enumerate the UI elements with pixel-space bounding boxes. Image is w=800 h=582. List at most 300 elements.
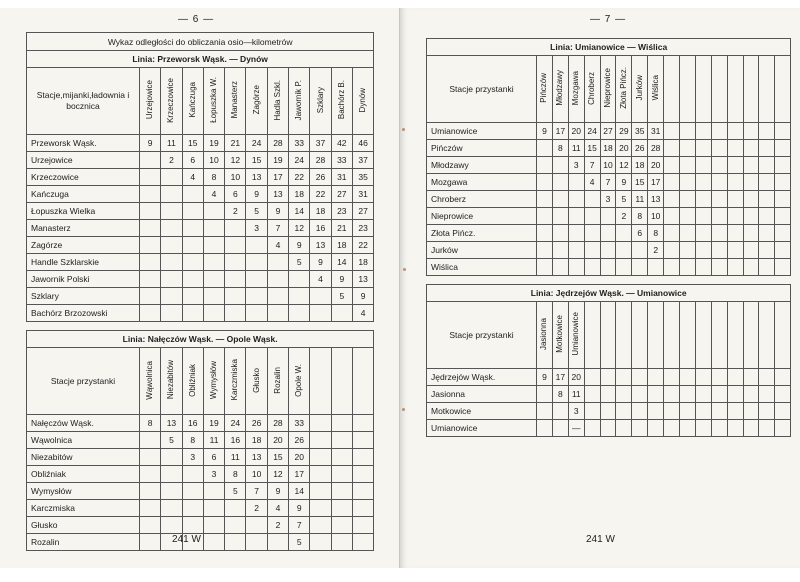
line-name: Linia: Jędrzejów Wąsk. — Umianowice (427, 285, 791, 302)
distance-cell (680, 191, 696, 208)
station-name: Niezabitów (27, 449, 140, 466)
distance-cell (352, 534, 373, 551)
distance-cell (584, 403, 600, 420)
distance-cell (664, 225, 680, 242)
station-name: Szklary (27, 288, 140, 305)
table-row (27, 500, 374, 517)
distance-cell: 20 (267, 432, 288, 449)
distance-cell (616, 242, 632, 259)
right-page (400, 8, 800, 568)
distance-cell: 24 (584, 123, 600, 140)
distance-cell: 5 (616, 191, 632, 208)
distance-cell: 17 (267, 169, 288, 186)
distance-cell (246, 271, 267, 288)
distance-cell (310, 415, 331, 432)
distance-cell (161, 483, 182, 500)
distance-cell (775, 403, 791, 420)
distance-cell: 10 (203, 152, 224, 169)
distance-cell: 37 (310, 135, 331, 152)
distance-cell: 9 (289, 237, 310, 254)
distance-cell (310, 500, 331, 517)
distance-cell (664, 208, 680, 225)
distance-cell (727, 157, 743, 174)
distance-cell (743, 403, 759, 420)
distance-cell (775, 242, 791, 259)
distance-cell (743, 174, 759, 191)
distance-cell (161, 449, 182, 466)
distance-cell: 33 (289, 415, 310, 432)
distance-cell (225, 254, 246, 271)
distance-cell (161, 254, 182, 271)
station-name: Pińczów (427, 140, 537, 157)
station-column-label: Dynów (358, 87, 368, 113)
station-column-header (616, 302, 632, 369)
distance-cell (775, 259, 791, 276)
distance-cell (680, 242, 696, 259)
station-column-header (537, 56, 553, 123)
distance-cell (711, 157, 727, 174)
distance-cell: 8 (632, 208, 648, 225)
distance-cell (648, 420, 664, 437)
section-gap (27, 322, 374, 331)
distance-cell (537, 259, 553, 276)
station-column-header (568, 56, 584, 123)
station-column-header (161, 348, 182, 415)
distance-cell (616, 369, 632, 386)
distance-cell: 4 (267, 237, 288, 254)
distance-cell: 9 (140, 135, 161, 152)
station-name: Łopuszka Wielka (27, 203, 140, 220)
distance-cell (711, 174, 727, 191)
page-footer: 241 W (172, 534, 201, 545)
distance-cell (225, 271, 246, 288)
distance-cell (680, 420, 696, 437)
table-row (27, 288, 374, 305)
station-column-header (648, 302, 664, 369)
distance-cell (743, 123, 759, 140)
station-column-header (600, 302, 616, 369)
station-column-label: Karczmiska (230, 359, 240, 401)
distance-cell (711, 225, 727, 242)
station-column-header (743, 56, 759, 123)
distance-cell (331, 449, 352, 466)
distance-cell (727, 225, 743, 242)
distance-cell: 24 (225, 415, 246, 432)
distance-cell: 13 (161, 415, 182, 432)
table-row (27, 186, 374, 203)
table-title-row (27, 33, 374, 51)
distance-cell: 24 (246, 135, 267, 152)
distance-cell (711, 191, 727, 208)
distance-cell: 12 (225, 152, 246, 169)
station-name: Głusko (27, 517, 140, 534)
distance-cell (289, 305, 310, 322)
line-name-row (427, 39, 791, 56)
page-footer: 241 W (586, 534, 615, 545)
station-header-row (27, 348, 374, 415)
distance-cell: 7 (246, 483, 267, 500)
station-column-header (352, 348, 373, 415)
distance-cell: 20 (568, 123, 584, 140)
distance-cell: 17 (289, 466, 310, 483)
station-column-label: Manasterz (230, 81, 240, 119)
distance-cell (267, 305, 288, 322)
station-column-label: Hadla Szkl. (272, 79, 282, 121)
distance-cell (695, 157, 711, 174)
table-row (27, 271, 374, 288)
distance-cell: 4 (182, 169, 203, 186)
table-row (27, 466, 374, 483)
distance-cell (352, 449, 373, 466)
distance-cell (680, 174, 696, 191)
distance-cell: 5 (289, 254, 310, 271)
distance-cell (161, 271, 182, 288)
station-column-header (182, 348, 203, 415)
distance-cell (182, 271, 203, 288)
distance-cell (267, 534, 288, 551)
distance-cell (743, 225, 759, 242)
stain (402, 128, 405, 131)
station-column-header (331, 68, 352, 135)
distance-cell: 9 (537, 123, 553, 140)
distance-cell (310, 483, 331, 500)
distance-cell (759, 369, 775, 386)
distance-cell (743, 140, 759, 157)
table-row (427, 403, 791, 420)
distance-cell (352, 500, 373, 517)
distance-cell: 5 (246, 203, 267, 220)
station-column-header (584, 302, 600, 369)
distance-cell (331, 466, 352, 483)
distance-cell (664, 386, 680, 403)
distance-cell (552, 242, 568, 259)
distance-cell: 33 (331, 152, 352, 169)
distance-cell: 26 (289, 432, 310, 449)
table-row (427, 369, 791, 386)
station-name: Młodzawy (427, 157, 537, 174)
station-name: Mozgawa (427, 174, 537, 191)
distance-cell (537, 208, 553, 225)
line-name-row (27, 331, 374, 348)
station-name: Umianowice (427, 420, 537, 437)
distance-cell: 4 (203, 186, 224, 203)
distance-cell (182, 500, 203, 517)
distance-cell (743, 369, 759, 386)
distance-cell: 11 (225, 449, 246, 466)
station-column-label: Jawornik P. (294, 79, 304, 121)
distance-cell (352, 415, 373, 432)
distance-cell: 31 (331, 169, 352, 186)
station-column-header (632, 56, 648, 123)
distance-cell: 11 (203, 432, 224, 449)
line-name-row (427, 285, 791, 302)
distance-cell: 13 (246, 169, 267, 186)
station-header-row (27, 68, 374, 135)
distance-cell: 19 (267, 152, 288, 169)
distance-cell (727, 123, 743, 140)
distance-cell (584, 208, 600, 225)
station-column-header (203, 68, 224, 135)
distance-cell: 28 (267, 415, 288, 432)
distance-cell (140, 186, 161, 203)
distance-cell: 8 (648, 225, 664, 242)
distance-cell: 9 (352, 288, 373, 305)
distance-cell (664, 259, 680, 276)
distance-cell (759, 123, 775, 140)
distance-cell (225, 534, 246, 551)
distance-cell: 21 (331, 220, 352, 237)
distance-cell (775, 225, 791, 242)
distance-cell (759, 140, 775, 157)
station-column-label: Złota Pińcz. (618, 67, 628, 109)
station-column-label: Pińczów (539, 73, 549, 103)
distance-cell: 27 (331, 186, 352, 203)
distance-cell (711, 208, 727, 225)
distance-cell (140, 254, 161, 271)
distance-cell: 2 (267, 517, 288, 534)
distance-table-right (426, 38, 791, 437)
station-column-header (267, 348, 288, 415)
distance-cell (267, 288, 288, 305)
distance-cell (680, 369, 696, 386)
station-column-header (711, 56, 727, 123)
table-row (427, 242, 791, 259)
distance-cell (743, 242, 759, 259)
distance-cell (246, 254, 267, 271)
distance-cell (310, 466, 331, 483)
header-label: Stacje,mijanki,ładownia i bocznica (27, 68, 140, 135)
distance-cell: 20 (648, 157, 664, 174)
distance-cell: 4 (267, 500, 288, 517)
distance-cell (759, 403, 775, 420)
table-row (27, 203, 374, 220)
station-column-header (616, 56, 632, 123)
table-row (27, 483, 374, 500)
distance-cell: 9 (267, 483, 288, 500)
distance-cell: 22 (310, 186, 331, 203)
distance-cell (161, 500, 182, 517)
station-name: Manasterz (27, 220, 140, 237)
distance-cell: 9 (310, 254, 331, 271)
station-column-header (289, 348, 310, 415)
distance-cell (203, 534, 224, 551)
distance-cell (161, 466, 182, 483)
distance-cell (161, 186, 182, 203)
station-column-label: Wiślica (650, 75, 660, 101)
station-column-header (695, 56, 711, 123)
distance-cell (759, 259, 775, 276)
left-page (0, 8, 400, 568)
distance-cell: 7 (584, 157, 600, 174)
distance-cell (632, 369, 648, 386)
station-name: Przeworsk Wąsk. (27, 135, 140, 152)
distance-cell: 18 (632, 157, 648, 174)
distance-cell: 10 (600, 157, 616, 174)
distance-cell (331, 500, 352, 517)
distance-cell: 14 (331, 254, 352, 271)
station-column-label: Urzejowice (145, 80, 155, 120)
station-column-label: Zagórze (251, 85, 261, 115)
distance-cell (695, 123, 711, 140)
distance-cell (537, 420, 553, 437)
distance-cell (600, 420, 616, 437)
distance-cell: 11 (568, 386, 584, 403)
station-column-header (648, 56, 664, 123)
header-label: Stacje przystanki (27, 348, 140, 415)
distance-cell (140, 203, 161, 220)
distance-cell (616, 259, 632, 276)
station-name: Wymysłów (27, 483, 140, 500)
distance-cell: 23 (352, 220, 373, 237)
distance-cell: 15 (267, 449, 288, 466)
distance-cell (537, 403, 553, 420)
distance-cell (600, 208, 616, 225)
distance-cell (537, 225, 553, 242)
station-column-header (664, 56, 680, 123)
table-row (27, 169, 374, 186)
distance-cell: 15 (246, 152, 267, 169)
distance-cell (616, 225, 632, 242)
table-title: Wykaz odległości do obliczania osio—kilometrów (27, 33, 374, 51)
distance-cell: 10 (648, 208, 664, 225)
distance-cell: 8 (203, 169, 224, 186)
table-row (427, 157, 791, 174)
station-column-header (246, 68, 267, 135)
distance-cell: 16 (310, 220, 331, 237)
distance-cell: 22 (352, 237, 373, 254)
distance-cell (352, 432, 373, 449)
station-header-row (427, 56, 791, 123)
distance-cell: 14 (289, 203, 310, 220)
distance-cell (743, 420, 759, 437)
distance-cell (759, 242, 775, 259)
station-column-header (552, 56, 568, 123)
distance-cell: 31 (352, 186, 373, 203)
distance-cell: 6 (632, 225, 648, 242)
distance-cell (140, 483, 161, 500)
distance-cell (727, 242, 743, 259)
distance-cell (203, 305, 224, 322)
station-column-header (289, 68, 310, 135)
section-gap (427, 276, 791, 285)
line-name-row (27, 51, 374, 68)
distance-table-left (26, 32, 374, 551)
distance-cell (727, 174, 743, 191)
distance-cell (331, 432, 352, 449)
station-name: Jędrzejów Wąsk. (427, 369, 537, 386)
distance-cell: 9 (331, 271, 352, 288)
station-name: Obliźniak (27, 466, 140, 483)
distance-cell: 9 (267, 203, 288, 220)
distance-cell: 8 (140, 415, 161, 432)
distance-cell (600, 403, 616, 420)
distance-cell (203, 500, 224, 517)
distance-cell: 2 (161, 152, 182, 169)
distance-cell (225, 517, 246, 534)
distance-cell (664, 420, 680, 437)
distance-cell (552, 225, 568, 242)
station-column-header (775, 302, 791, 369)
distance-cell: 9 (537, 369, 553, 386)
distance-cell (584, 386, 600, 403)
distance-cell (648, 259, 664, 276)
distance-cell: 5 (225, 483, 246, 500)
station-name: Jurków (427, 242, 537, 259)
table-row (27, 220, 374, 237)
distance-cell (331, 517, 352, 534)
distance-cell (552, 420, 568, 437)
station-column-label: Umianowice (571, 312, 581, 356)
distance-cell (584, 259, 600, 276)
distance-cell: 26 (246, 415, 267, 432)
station-column-label: Wymysłów (209, 360, 219, 400)
distance-cell (584, 369, 600, 386)
distance-cell: 15 (182, 135, 203, 152)
station-column-header (743, 302, 759, 369)
distance-cell (727, 403, 743, 420)
station-column-header (203, 348, 224, 415)
distance-cell (225, 305, 246, 322)
distance-cell (600, 386, 616, 403)
distance-cell: 18 (600, 140, 616, 157)
station-column-header (695, 302, 711, 369)
distance-cell (182, 517, 203, 534)
distance-cell (775, 386, 791, 403)
distance-cell (664, 191, 680, 208)
distance-cell: 20 (289, 449, 310, 466)
distance-cell: 31 (648, 123, 664, 140)
station-column-label: Młodzawy (555, 70, 565, 106)
distance-cell: 8 (552, 140, 568, 157)
distance-cell (568, 208, 584, 225)
station-column-label: Niezabitów (166, 360, 176, 400)
distance-cell: 3 (568, 157, 584, 174)
distance-cell: 12 (616, 157, 632, 174)
distance-cell: 17 (552, 369, 568, 386)
station-column-header (711, 302, 727, 369)
distance-cell: 7 (267, 220, 288, 237)
distance-cell: 17 (648, 174, 664, 191)
table-row (427, 386, 791, 403)
distance-cell (775, 174, 791, 191)
distance-cell (695, 242, 711, 259)
distance-cell (310, 432, 331, 449)
station-column-header (225, 348, 246, 415)
distance-cell (310, 534, 331, 551)
distance-cell (759, 174, 775, 191)
distance-cell (584, 225, 600, 242)
station-column-label: Jasionna (539, 317, 549, 351)
station-column-header (537, 302, 553, 369)
distance-cell (182, 186, 203, 203)
distance-cell: 6 (203, 449, 224, 466)
station-column-header (759, 56, 775, 123)
distance-cell: 11 (568, 140, 584, 157)
station-name: Chroberz (427, 191, 537, 208)
distance-cell: 3 (568, 403, 584, 420)
distance-cell (182, 305, 203, 322)
distance-cell: 28 (310, 152, 331, 169)
distance-cell (161, 237, 182, 254)
distance-cell: 17 (552, 123, 568, 140)
header-label: Stacje przystanki (427, 302, 537, 369)
distance-cell (680, 225, 696, 242)
table-row (427, 208, 791, 225)
distance-cell: 6 (225, 186, 246, 203)
distance-cell (680, 123, 696, 140)
station-column-header (664, 302, 680, 369)
station-column-header (727, 56, 743, 123)
